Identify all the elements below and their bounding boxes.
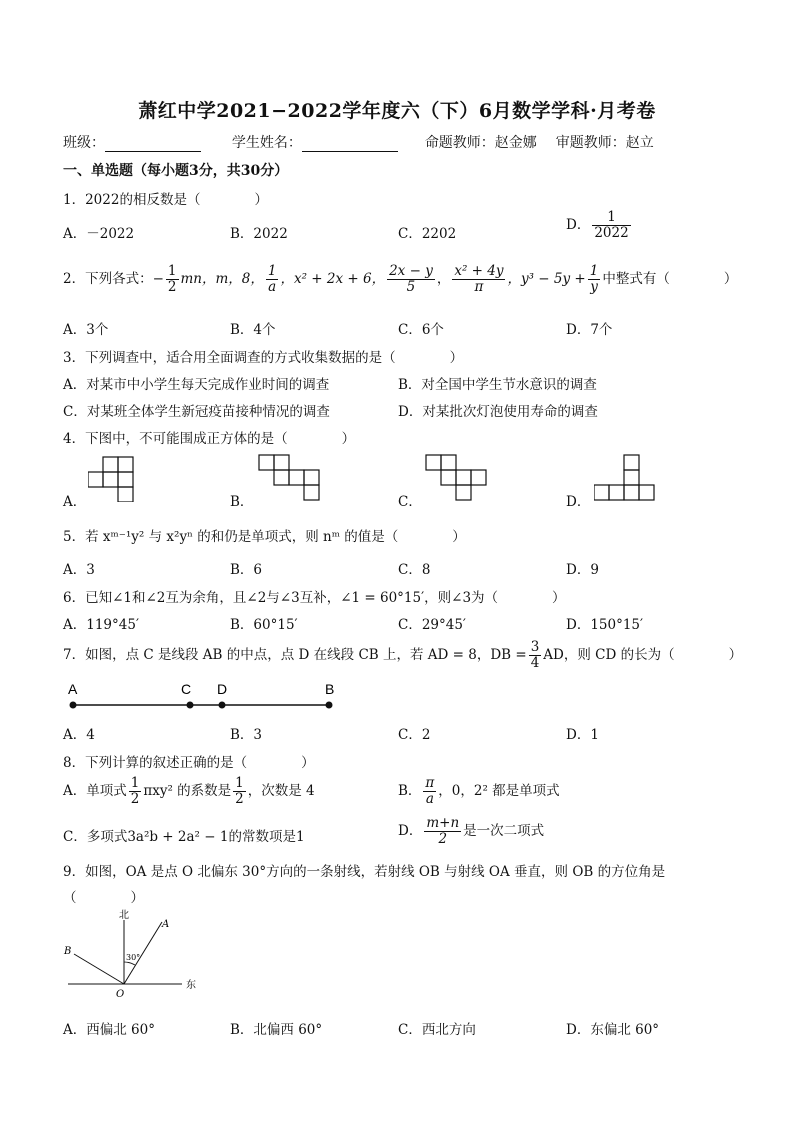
q2-frac1-den: 2	[167, 279, 177, 295]
net-a-square	[88, 472, 103, 487]
q7-frac-den: 4	[530, 655, 540, 671]
q8-b-prefix: B．	[398, 783, 422, 799]
q2-frac5-num: 1	[589, 263, 599, 279]
segment-figure	[62, 680, 342, 716]
q2-expr1: ，x² + 2x + 6，	[280, 271, 386, 287]
net-d-square	[624, 485, 639, 500]
q8-b-frac-den: a	[425, 791, 434, 807]
net-c-square	[441, 455, 456, 470]
question-8-stem: 8．下列计算的叙述正确的是（ ）	[63, 755, 315, 771]
question-2-stem	[63, 264, 737, 295]
q3-option-b: B．对全国中学生节水意识的调查	[398, 377, 597, 393]
q7-option-d: D．1	[566, 727, 599, 743]
net-d-square	[609, 485, 624, 500]
q2-frac3-num: 2x − y	[389, 263, 433, 279]
net-a-square	[118, 457, 133, 472]
q2-option-b: B．4个	[230, 322, 276, 338]
q1-option-c: C．2202	[398, 226, 457, 242]
cube-net-c	[425, 454, 487, 502]
q3-option-c: C．对某班全体学生新冠疫苗接种情况的调查	[63, 404, 330, 420]
q4-option-d: D．	[566, 494, 591, 510]
q8-d-suffix: 是一次二项式	[463, 823, 545, 839]
class-blank[interactable]	[105, 137, 201, 152]
name-label: 学生姓名：	[231, 135, 302, 151]
q8-b-suffix: ，0，2² 都是单项式	[438, 783, 560, 799]
q6-option-d: D．150°15′	[566, 617, 644, 633]
question-9-stem: 9．如图，OA 是点 O 北偏东 30°方向的一条射线，若射线 OB 与射线 OA 垂直，则 OB 的方位角是	[63, 864, 666, 880]
net-a-square	[118, 487, 133, 502]
question-6-stem: 6．已知∠1和∠2互为余角，且∠2与∠3互补，∠1 = 60°15′，则∠3为（ ）	[63, 590, 566, 606]
q8-option-c: C．多项式3a²b + 2a² − 1的常数项是1	[63, 829, 305, 845]
q8-a-prefix: A．单项式	[63, 783, 127, 799]
q9-option-b: B．北偏西 60°	[230, 1022, 323, 1038]
q9-option-c: C．西北方向	[398, 1022, 476, 1038]
net-c-square	[456, 470, 471, 485]
q1-d-denominator: 2022	[594, 225, 629, 241]
q5-option-b: B．6	[230, 562, 263, 578]
q6-option-b: B．60°15′	[230, 617, 298, 633]
q1-d-numerator: 1	[592, 210, 630, 226]
question-3-stem: 3．下列调查中，适合用全面调查的方式收集数据的是（ ）	[63, 350, 464, 366]
q7-frac-num: 3	[530, 639, 540, 655]
q7-stem-part2: AD，则 CD 的长为（ ）	[543, 647, 743, 663]
q2-option-d: D．7个	[566, 322, 613, 338]
point-a	[70, 702, 77, 709]
q2-mn: mn，m，8，	[180, 271, 264, 287]
q9-option-d: D．东偏北 60°	[566, 1022, 660, 1038]
net-b-square	[274, 455, 289, 470]
q5-option-a: A．3	[63, 562, 95, 578]
q7-option-a: A．4	[63, 727, 95, 743]
question-9-paren: （ ）	[63, 890, 144, 906]
net-b-square	[289, 470, 304, 485]
net-c-square	[456, 485, 471, 500]
q2-frac2-den: a	[268, 279, 277, 295]
net-a-square	[103, 472, 118, 487]
q2-frac5-den: y	[590, 279, 598, 295]
cube-net-d	[594, 454, 658, 502]
q7-option-c: C．2	[398, 727, 431, 743]
q8-option-b	[398, 776, 560, 807]
q2-option-c: C．6个	[398, 322, 444, 338]
section-heading: 一、单选题（每小题3分，共30分）	[63, 163, 289, 179]
net-d-square	[624, 455, 639, 470]
direction-figure	[62, 908, 202, 1000]
q2-suffix: 中整式有（ ）	[602, 271, 738, 287]
q2-frac4-den: π	[474, 279, 484, 295]
net-b-square	[259, 455, 274, 470]
q1-d-prefix: D．	[566, 217, 591, 233]
q8-option-d	[398, 816, 544, 847]
label-o: O	[116, 989, 125, 1000]
question-7-stem	[63, 640, 742, 671]
angle-arc	[124, 962, 135, 965]
reviewer-label: 审题教师：赵立	[555, 135, 654, 151]
point-b	[326, 702, 333, 709]
label-east: 东	[186, 980, 196, 991]
net-a-square	[103, 457, 118, 472]
q1-option-d	[566, 210, 633, 241]
q4-option-a: A．	[63, 494, 87, 510]
q8-a-mid: πxy² 的系数是	[143, 783, 232, 799]
q2-comma: ，	[436, 271, 451, 287]
q7-stem-part1: 7．如图，点 C 是线段 AB 的中点，点 D 在线段 CB 上，若 AD = 8，DB =	[63, 647, 527, 663]
label-c: C	[181, 681, 192, 697]
point-c	[187, 702, 194, 709]
cube-net-b	[258, 454, 320, 502]
label-a: A	[162, 919, 170, 930]
question-4-stem: 4．下图中，不可能围成正方体的是（ ）	[63, 431, 356, 447]
q3-option-d: D．对某批次灯泡使用寿命的调查	[398, 404, 598, 420]
q3-option-a: A．对某市中小学生每天完成作业时间的调查	[63, 377, 330, 393]
q8-a-suffix: ，次数是 4	[247, 783, 315, 799]
ray-ob	[74, 954, 124, 984]
q2-expr2: ，y³ − 5y +	[507, 271, 586, 287]
net-a-square	[118, 472, 133, 487]
net-d-square	[624, 470, 639, 485]
q8-a-frac-den: 2	[130, 791, 140, 807]
q8-a-frac-num: 1	[130, 775, 140, 791]
q6-option-c: C．29°45′	[398, 617, 467, 633]
q4-option-b: B．	[230, 494, 254, 510]
net-c-square	[426, 455, 441, 470]
net-c-square	[441, 470, 456, 485]
q8-d-frac-den: 2	[438, 831, 448, 847]
label-d: D	[217, 681, 228, 697]
q4-option-c: C．	[398, 494, 422, 510]
label-b: B	[64, 946, 72, 957]
q9-option-a: A．西偏北 60°	[63, 1022, 155, 1038]
q8-option-a	[63, 776, 315, 807]
q8-a-frac2-num: 1	[235, 775, 244, 791]
net-b-square	[304, 470, 319, 485]
q7-option-b: B．3	[230, 727, 263, 743]
q1-option-a: A．－2022	[63, 226, 135, 242]
q8-a-frac2-den: 2	[235, 791, 244, 807]
page-title: 萧红中学2021−2022学年度六（下）6月数学学科·月考卷	[138, 100, 656, 122]
point-d	[219, 702, 226, 709]
q2-frac2-num: 1	[267, 263, 277, 279]
q2-frac3-den: 5	[406, 279, 416, 295]
q2-minus: −	[152, 271, 164, 287]
q2-prefix: 2．下列各式：	[63, 271, 153, 287]
net-b-square	[274, 470, 289, 485]
q8-d-frac-num: m+n	[426, 815, 460, 831]
q5-option-c: C．8	[398, 562, 431, 578]
net-b-square	[304, 485, 319, 500]
q8-d-prefix: D．	[398, 823, 423, 839]
q1-option-b: B．2022	[230, 226, 288, 242]
name-blank[interactable]	[302, 137, 398, 152]
setter-label: 命题教师：赵金娜	[424, 135, 537, 151]
label-a: A	[68, 681, 78, 697]
net-d-square	[639, 485, 654, 500]
label-angle: 30°	[126, 953, 141, 962]
q2-frac1-num: 1	[167, 263, 177, 279]
net-d-square	[594, 485, 609, 500]
student-info-row	[63, 132, 743, 152]
cube-net-a	[88, 452, 148, 502]
q2-option-a: A．3个	[63, 322, 109, 338]
net-c-square	[471, 470, 486, 485]
label-b: B	[325, 681, 335, 697]
q6-option-a: A．119°45′	[63, 617, 140, 633]
q2-frac4-num: x² + 4y	[454, 263, 504, 279]
q5-option-d: D．9	[566, 562, 599, 578]
q8-b-frac-num: π	[425, 775, 435, 791]
label-north: 北	[119, 910, 129, 921]
question-1-stem: 1．2022的相反数是（ ）	[63, 192, 268, 208]
class-label: 班级：	[63, 135, 105, 151]
question-5-stem: 5．若 xᵐ⁻¹y² 与 x²yⁿ 的和仍是单项式，则 nᵐ 的值是（ ）	[63, 529, 466, 545]
